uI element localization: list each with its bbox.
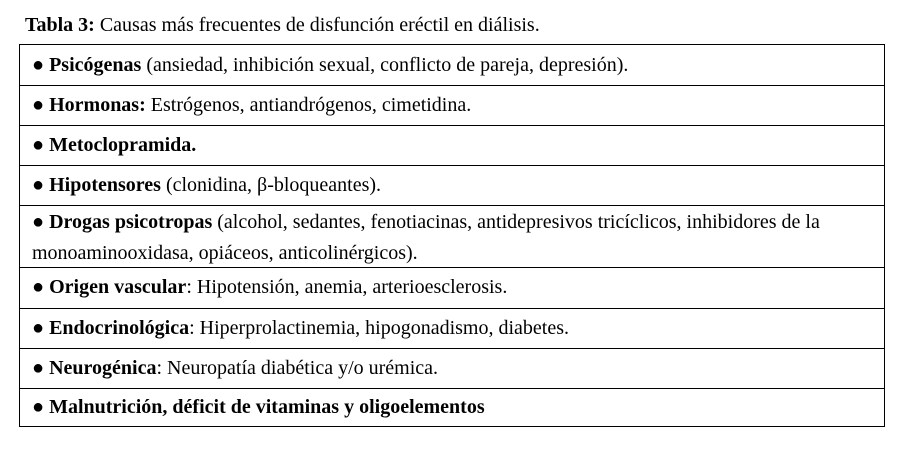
row-term: Endocrinológica	[49, 317, 190, 339]
table-row	[20, 166, 884, 206]
caption-text: Causas más frecuentes de disfunción eréctil en diálisis.	[94, 14, 540, 36]
row-term: Metoclopramida.	[49, 134, 197, 156]
table-row	[20, 349, 884, 389]
row-term: Neurogénica	[49, 357, 157, 379]
table-row	[20, 126, 884, 166]
caption-label: Tabla 3:	[25, 14, 95, 36]
table-row	[20, 309, 884, 349]
row-term: Hormonas:	[49, 94, 146, 116]
row-detail: Estrógenos, antiandrógenos, cimetidina.	[145, 94, 472, 116]
bullet-icon: ●	[32, 211, 45, 233]
table-row	[20, 389, 884, 426]
row-detail: : Hiperprolactinemia, hipogonadismo, diabetes.	[189, 317, 570, 339]
row-detail: : Neuropatía diabética y/o urémica.	[156, 357, 439, 379]
table-row	[20, 206, 884, 268]
bullet-icon: ●	[32, 317, 45, 339]
bullet-icon: ●	[32, 276, 45, 298]
row-term: Psicógenas	[49, 54, 142, 76]
table-row	[20, 45, 884, 86]
bullet-icon: ●	[32, 134, 45, 156]
row-detail: : Hipotensión, anemia, arterioesclerosis.	[186, 276, 508, 298]
row-term: Hipotensores	[49, 174, 161, 196]
bullet-icon: ●	[32, 357, 45, 379]
bullet-icon: ●	[32, 174, 45, 196]
row-detail: (ansiedad, inhibición sexual, conflicto de pareja, depresión).	[141, 54, 629, 76]
row-detail: (alcohol, sedantes, fenotiacinas, antidepresivos tricíclicos, inhibidores de la monoaminooxidasa, opiáceos, anticolinérgicos).	[32, 211, 820, 264]
row-detail: (clonidina, β-bloqueantes).	[160, 174, 382, 196]
row-term: Malnutrición, déficit de vitaminas y oligoelementos	[49, 396, 485, 418]
causes-table	[19, 44, 885, 427]
bullet-icon: ●	[32, 396, 45, 418]
bullet-icon: ●	[32, 94, 45, 116]
row-term: Origen vascular	[49, 276, 187, 298]
table-row	[20, 268, 884, 309]
table-caption	[25, 12, 540, 38]
row-term: Drogas psicotropas	[49, 211, 213, 233]
table-row	[20, 86, 884, 126]
bullet-icon: ●	[32, 54, 45, 76]
